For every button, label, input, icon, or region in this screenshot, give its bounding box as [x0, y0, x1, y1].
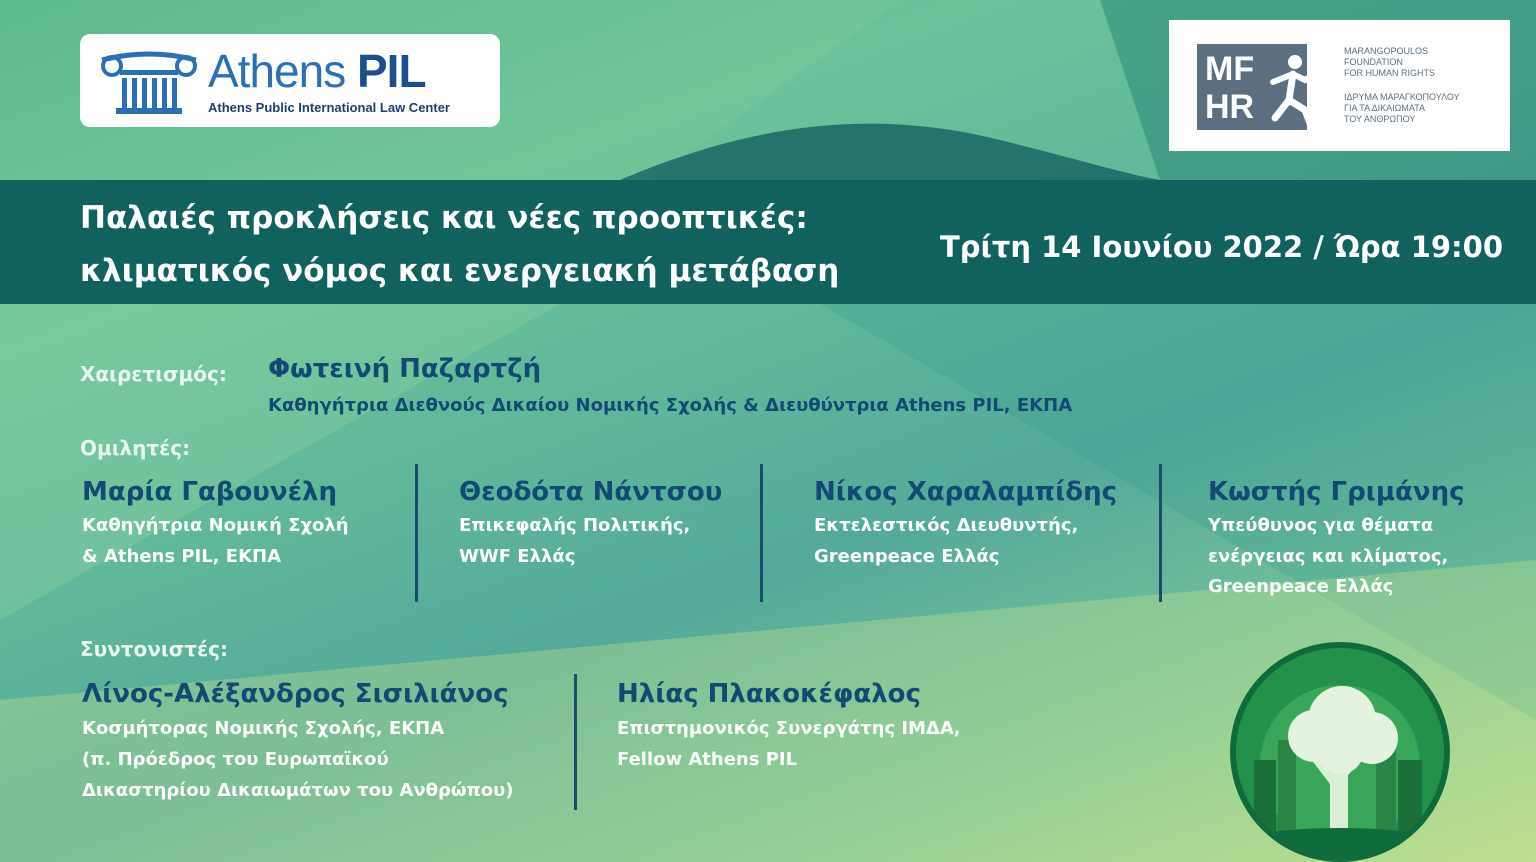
moderators-label: Συντονιστές: [80, 637, 229, 661]
moderator-role: Δικαστηρίου Δικαιωμάτων του Ανθρώπου) [82, 780, 514, 801]
speakers-label: Ομιλητές: [80, 436, 191, 460]
mfhr-name-gr: ΙΔΡΥΜΑ ΜΑΡΑΓΚΟΠΟΥΛΟΥ ΓΙΑ ΤΑ ΔΙΚΑΙΩΜΑΤΑ ΤΟΥ ΑΝΘΡΩΠΟΥ [1344, 92, 1460, 124]
event-title-line-2: κλιματικός νόμος και ενεργειακή μετάβαση [80, 253, 840, 289]
separator [574, 674, 577, 810]
speaker-role: ενέργειας και κλίματος, [1208, 546, 1449, 567]
separator [760, 464, 763, 602]
brand-name: Athens PIL [208, 45, 426, 97]
athens-pil-logo [80, 34, 500, 127]
moderator-name: Λίνος-Αλέξανδρος Σισιλιάνος [82, 679, 509, 709]
speaker-role: Εκτελεστικός Διευθυντής, [814, 515, 1079, 536]
welcome-role: Καθηγήτρια Διεθνούς Δικαίου Νομικής Σχολής & Διευθύντρια Athens PIL, ΕΚΠΑ [268, 395, 1073, 416]
event-title-line-1: Παλαιές προκλήσεις και νέες προοπτικές: [80, 200, 808, 236]
mfhr-mark [1197, 44, 1307, 130]
speaker-role: Greenpeace Ελλάς [814, 546, 1000, 567]
moderator-name: Ηλίας Πλακοκέφαλος [617, 679, 921, 709]
speaker-role: Greenpeace Ελλάς [1208, 576, 1394, 597]
moderator-role: (π. Πρόεδρος του Ευρωπαϊκού [82, 749, 389, 770]
event-date: Τρίτη 14 Ιουνίου 2022 / Ώρα 19:00 [940, 230, 1504, 264]
separator [1159, 464, 1162, 602]
speaker-role: Καθηγήτρια Νομική Σχολή [82, 515, 349, 536]
speaker-name: Κωστής Γριμάνης [1208, 477, 1465, 507]
moderator-role: Fellow Athens PIL [617, 749, 798, 770]
speaker-role: Υπεύθυνος για θέματα [1208, 515, 1434, 536]
ionic-column-icon [98, 46, 200, 116]
speaker-role: WWF Ελλάς [459, 546, 576, 567]
moderator-role: Επιστημονικός Συνεργάτης ΙΜΔΑ, [617, 718, 961, 739]
moderator-role: Κοσμήτορας Νομικής Σχολής, ΕΚΠΑ [82, 718, 445, 739]
running-figure-icon [1265, 52, 1323, 130]
mfhr-letters: MF HR [1205, 50, 1255, 126]
speaker-role: & Athens PIL, ΕΚΠΑ [82, 546, 282, 567]
speaker-name: Νίκος Χαραλαμπίδης [814, 477, 1117, 507]
speaker-name: Μαρία Γαβουνέλη [82, 477, 337, 507]
welcome-name: Φωτεινή Παζαρτζή [268, 354, 542, 384]
tree-city-icon [1226, 640, 1454, 862]
speaker-name: Θεοδότα Νάντσου [459, 477, 723, 507]
brand-tagline: Athens Public International Law Center [208, 100, 450, 115]
separator [415, 464, 418, 602]
speaker-role: Επικεφαλής Πολιτικής, [459, 515, 691, 536]
mfhr-logo [1169, 20, 1510, 151]
welcome-label: Χαιρετισμός: [80, 362, 227, 386]
mfhr-name-en: MARANGOPOULOS FOUNDATION FOR HUMAN RIGHTS [1344, 46, 1435, 78]
